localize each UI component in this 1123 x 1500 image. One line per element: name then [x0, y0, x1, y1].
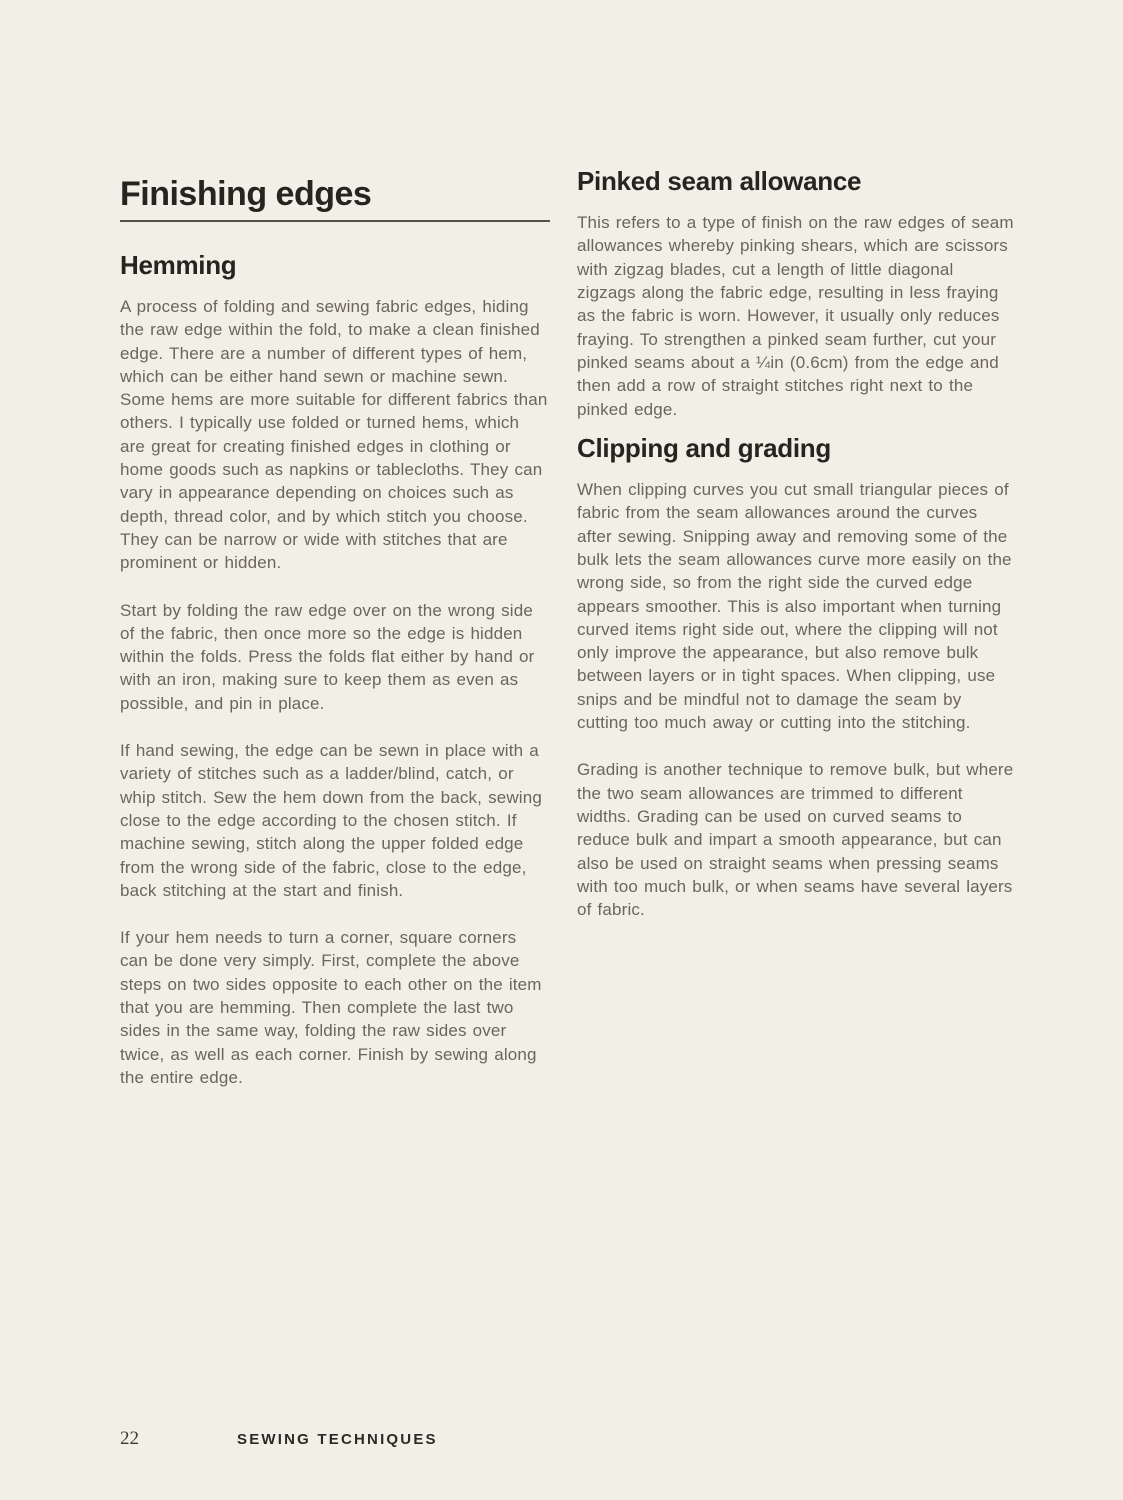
paragraph-clipping-1: When clipping curves you cut small triangular pieces of fabric from the seam allowances around the curves after sewing. Snipping away and removing some of the bulk lets the seam allowances curve more easily on the wrong side, so from the right side the curved edge appears smoother. This is also important when turning curved items right side out, where the clipping will not only improve the appearance, but also remove bulk between layers or in tight spaces. When clipping, use snips and be mindful not to damage the seam by cutting too much away or cutting into the stitching. — [577, 480, 1012, 733]
paragraph-hemming-2: Start by folding the raw edge over on the wrong side of the fabric, then once more so the edge is hidden within the folds. Press the folds flat either by hand or with an iron, making sure to keep them as even as possible, and pin in place. — [120, 600, 535, 713]
right-column — [577, 166, 1015, 921]
section-heading-clipping-and-grading: Clipping and grading — [577, 432, 831, 463]
paragraph-hemming-1: A process of folding and sewing fabric edges, hiding the raw edge within the fold, to make a clean finished edge. There are a number of different types of hem, which can be either hand sewn or machine sewn. Some hems are more suitable for different fabrics than others. I typically use folded or turned hems, which are great for creating finished edges in clothing or home goods such as napkins or tablecloths. They can vary in appearance depending on choices such as depth, thread color, and by which stitch you choose. They can be narrow or wide with stitches that are prominent or hidden. — [120, 296, 548, 573]
section-hemming — [120, 250, 550, 1089]
page-title: Finishing edges — [120, 175, 372, 213]
paragraph-hemming-4: If your hem needs to turn a corner, square corners can be done very simply. First, complete the above steps on two sides opposite to each other on the item that you are hemming. Then complete the last two sides in the same way, folding the raw sides over twice, as well as each corner. Finish by sewing along the entire edge. — [120, 928, 542, 1087]
running-footer-label: SEWING TECHNIQUES — [237, 1431, 438, 1448]
section-heading-pinked-seam-allowance: Pinked seam allowance — [577, 166, 862, 196]
paragraph-pinked-seam-1: This refers to a type of finish on the raw edges of seam allowances whereby pinking shears, which are scissors with zigzag blades, cut a length of little diagonal zigzags along the fabric edge, resulting in less fraying as the fabric is worn. However, it usually only reduces fraying. To strengthen a pinked seam further, cut your pinked seams about a ¼in (0.6cm) from the edge and then add a row of straight stitches right next to the pinked edge. — [577, 213, 1014, 419]
paragraph-hemming-3: If hand sewing, the edge can be sewn in place with a variety of stitches such as a ladder/blind, catch, or whip stitch. Sew the hem down from the back, sewing close to the edge according to the chosen stitch. If machine sewing, stitch along the upper folded edge from the wrong side of the fabric, close to the edge, back stitching at the start and finish. — [120, 741, 542, 900]
section-heading-hemming: Hemming — [120, 249, 237, 280]
section-pinked-seam-allowance — [577, 166, 1015, 421]
page-number: 22 — [120, 1428, 139, 1449]
section-clipping-and-grading — [577, 433, 1015, 922]
left-column — [120, 174, 550, 1089]
title-rule — [120, 220, 550, 222]
page-footer — [0, 1426, 1123, 1456]
paragraph-clipping-2: Grading is another technique to remove bulk, but where the two seam allowances are trimmed to different widths. Grading can be used on curved seams to reduce bulk and impart a smooth appearance, but can also be used on straight seams when pressing seams with too much bulk, or when seams have several layers of fabric. — [577, 760, 1014, 920]
